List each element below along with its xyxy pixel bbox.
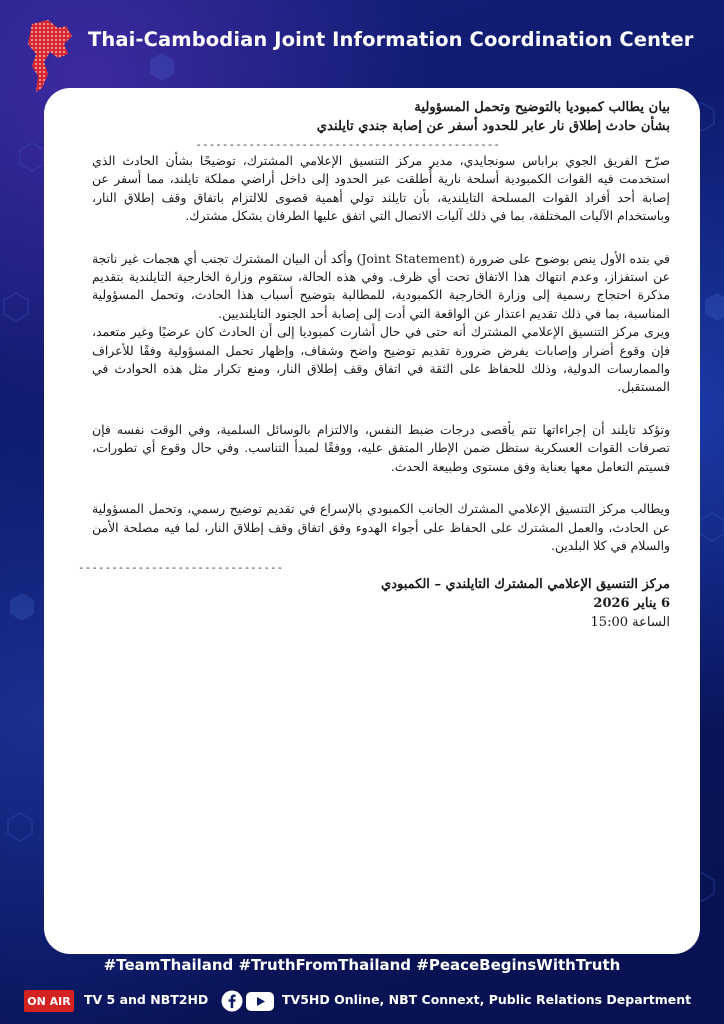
header	[0, 18, 724, 68]
channels-text: TV 5 and NBT2HD	[84, 992, 209, 1007]
paragraph-1: صرّح الفريق الجوي براباس سونجايدي، مدير مركز التنسيق الإعلامي المشترك، توضيحًا بشأن الحادث الذي استخدمت فيه القوات الكمبودية أسلحة نارية أُطلقت عبر الحدود إلى داخل أراضي مملكة تايلند، مما أسفر عن إصابة أحد أفراد القوات المسلحة التايلندية، بأن تايلند تولي أهمية قصوى للالتزام باتفاق وقف إطلاق النار، وباستخدام الآليات المختلفة، بما في ذلك آليات الاتصال التي اتفق عليها الطرفان بشكل مشترك.	[92, 153, 670, 224]
statement-title-line2: بشأن حادث إطلاق نار عابر للحدود أسفر عن إصابة جندي تايلندي	[316, 119, 670, 134]
separator-bottom: -------------------------------	[78, 561, 284, 575]
signature-date: 6 يناير 2026	[593, 596, 670, 612]
statement-document	[78, 98, 670, 632]
on-air-badge: ON AIR	[24, 990, 74, 1012]
youtube-icon	[246, 992, 274, 1011]
online-platforms-text: TV5HD Online, NBT Connext, Public Relations Department	[282, 992, 692, 1007]
header-title: Thai-Cambodian Joint Information Coordination Center	[88, 28, 694, 51]
statement-title-line1: بيان يطالب كمبوديا بالتوضيح وتحمل المسؤولية	[414, 100, 670, 115]
footer-hashtags: #TeamThailand #TruthFromThailand #PeaceBeginsWithTruth	[103, 956, 621, 974]
paragraph-4: وتؤكد تايلند أن إجراءاتها تتم بأقصى درجات ضبط النفس، والالتزام بالوسائل السلمية، وفي الوقت نفسه فإن تصرفات القوات العسكرية ستظل ضمن الإطار المتفق عليه، ووفقًا لمبدأ التناسب. وفي حال وقوع أي تطورات، فسيتم التعامل معها بعناية وفق مستوى وطبيعة الحدث.	[92, 421, 670, 474]
paragraph-5: ويطالب مركز التنسيق الإعلامي المشترك الجانب الكمبودي بالإسراع في تقديم توضيح رسمي، وتحمل المسؤولية عن الحادث، والعمل المشترك على الحفاظ على أجواء الهدوء وفق اتفاق وقف إطلاق النار، لما فيه مصلحة الأمن والسلام في كلا البلدين.	[92, 501, 670, 553]
paragraph-3: ويرى مركز التنسيق الإعلامي المشترك أنه حتى في حال أشارت كمبوديا إلى أن الحادث كان عرضيًا وغير متعمد، فإن وقوع أضرار وإصابات يفرض ضرورة تقديم توضيح واضح وشفاف، وإظهار تحمل المسؤولية وفقًا للأعراف والممارسات الدولية، وذلك للحفاظ على الثقة في اتفاق وقف إطلاق النار، ومنع تكرار مثل هذه الحوادث في المستقبل.	[92, 324, 670, 395]
signature-time: الساعة 15:00	[590, 615, 670, 631]
facebook-icon	[221, 990, 243, 1012]
separator-top: ----------------------------------------------	[195, 138, 500, 151]
signature-organization: مركز التنسيق الإعلامي المشترك التايلندي – الكمبودي	[381, 577, 670, 593]
paragraph-2: في بنده الأول ينص بوضوح على ضرورة (Joint Statement) وأكد أن البيان المشترك تجنب أي هجمات غير ناتجة عن استفزاز، وعدم انتهاك هذا الاتفاق تحت أي ظرف. وفي هذه الحالة، ستقوم وزارة الخارجية التايلندية بتقديم مذكرة احتجاج رسمية إلى وزارة الخارجية الكمبودية، للمطالبة بتوضيح أسباب هذا الحادث، وتحمل المسؤولية المناسبة، بما في ذلك تقديم اعتذار عن الواقعة التي أدت إلى إصابة أحد الجنود التايلنديين.	[92, 250, 670, 321]
thailand-map-logo-icon	[14, 18, 78, 98]
broadcast-bar	[0, 986, 724, 1016]
